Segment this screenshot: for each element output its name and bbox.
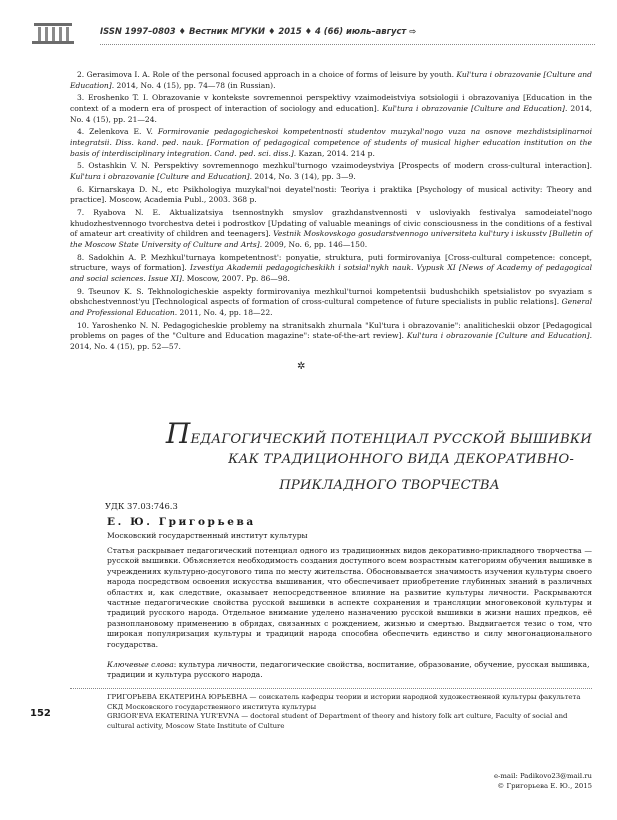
- reference-item: 5. Ostashkin V. N. Perspektivy sovremennogo mezhkul'turnogo vzaimodeystviya [Prospects of modern cross-cultural interaction]. Kul'tura i obrazovanie [Culture and Education]. 2014, No. 3 (14), pp. 3—9.: [70, 161, 592, 181]
- keywords-label: Ключевые слова: [107, 660, 174, 669]
- abstract: Статья раскрывает педагогический потенциал одного из традиционных видов декоративно-прикладного творчества — русской вышивки. Объясняется необходимость создания доступного всем возрастным категориям обучения вышивке в учреждениях культурно-досугового типа по месту жительства. Обосновывается значимость изучения культуры своего народа посредством освоения искусства вышивания, что обеспечивает приобретение глубинных знаний в различных областях и, как следствие, оказывает непосредственное влияние на развитие культуры личности. Раскрываются частные педагогические свойства русской вышивки в аспекте сохранения и трансляции многовековой культуры и традиций русского народа. Отдельное внимание уделено назначению русской вышивки в жизни наших предков, её разноплановому применению в обрядах, связанных с рождением, жизнью и смертью. Выдвигается тезис о том, что широкая популяризация культуры и традиций народа способна обеспечить единство и силу многонационального государства.: [107, 546, 592, 649]
- journal-header: ISSN 1997–0803 ♦ Вестник МГУКИ ♦ 2015 ♦ 4 (66) июль–август ⇨: [100, 26, 417, 36]
- reference-item: 3. Eroshenko T. I. Obrazovanie v kontekste sovremennoi perspektivy vzaimodeistviya sotsiologii i obrazovaniya [Education in the context of a modern era of prospect of interaction of sociology and education]. Kul'tura i obrazovanie [Culture and Education]. 2014, No. 4 (15), pp. 21—24.: [70, 93, 593, 124]
- reference-item: 9. Tseunov K. S. Tekhnologicheskie aspekty formirovaniya mezhkul'turnoi kompetentsii budushchikh spetsialistov po svyaziam s obshchestvennost'yu [Technological aspects of formation of cross-cultural competence of future specialists in public relations]. General and Professional Education. 2011, No. 4, pp. 18—22.: [70, 286, 592, 317]
- article-title: [70, 417, 592, 499]
- title-initial: П: [165, 417, 191, 450]
- journal-logo: [30, 20, 76, 46]
- title-line-2: КАК ТРАДИЦИОННОГО ВИДА ДЕКОРАТИВНО-: [228, 452, 574, 467]
- footer-divider: [70, 688, 592, 689]
- reference-item: 8. Sadokhin A. P. Mezhkul'turnaya kompetentnost': ponyatie, struktura, puti formirovaniya [Cross-cultural competence: concept, structure, ways of formation]. Izvestiya Akademii pedagogicheskikh i sotsial'nykh nauk. Vypusk XI [News of Academy of pedagogical and social sciences. Issue XI]. Moscow, 2007. Pp. 86—98.: [70, 252, 592, 283]
- author-contacts: [380, 772, 592, 791]
- author-info: [107, 693, 592, 731]
- reference-item: 10. Yaroshenko N. N. Pedagogicheskie problemy na stranitsakh zhurnala "Kul'tura i obrazovanie": analiticheskii obzor [Pedagogical problems on pages of the "Culture and Education magazine": state-of-the-art review]. Kul'tura i obrazovanie [Culture and Education]. 2014, No. 4 (15), pp. 52—57.: [70, 320, 592, 351]
- reference-item: 2. Gerasimova I. A. Role of the personal focused approach in a choice of forms of leisure by youth. Kul'tura i obrazovanie [Culture and Education]. 2014, No. 4 (15), pp. 74—78 (in Russian).: [70, 70, 592, 90]
- author-email: e-mail: Padikovo23@mail.ru: [493, 772, 592, 780]
- page-number: 152: [30, 708, 51, 719]
- reference-item: 7. Ryabova N. E. Aktualizatsiya tsennostnykh smyslov grazhdanstvennosti v usloviyakh festivalya samodeiatel'nogo khudozhestvennogo tvorchestva detei i podrostkov [Updating of valuable meanings of civic consciousness in the conditions of a festival of amateur art creativity of children and teenagers]. Vestnik Moskovskogo gosudarstvennogo universiteta kul'tury i iskusstv [Bulletin of the Moscow State University of Culture and Arts]. 2009, No. 6, pp. 146—150.: [70, 208, 592, 249]
- reference-list: [70, 70, 592, 355]
- reference-item: 6. Kirnarskaya D. N., etc Psikhologiya muzykal'noi deyatel'nosti: Teoriya i praktika [Psychology of musical activity: Theory and practice]. Moscow, Academia Publ., 2003. 368 p.: [70, 184, 592, 205]
- section-separator: ✲: [297, 361, 306, 372]
- title-line-1: ПЕДАГОГИЧЕСКИЙ ПОТЕНЦИАЛ РУССКОЙ ВЫШИВКИ: [165, 417, 592, 450]
- header-divider: [100, 44, 595, 45]
- author-affiliation: Московский государственный институт культуры: [107, 531, 308, 540]
- author-info-en: GRIGOR'EVA EKATERINA YUR'EVNA — doctoral student of Department of theory and history folk art culture, Faculty of social and cultural activity, Moscow State Institute of Culture: [107, 712, 568, 730]
- author-info-ru: ГРИГОРЬЕВА ЕКАТЕРИНА ЮРЬЕВНА — соискатель кафедры теории и истории народной художественной культуры факультета СКД Московского государственного института культуры: [107, 693, 581, 711]
- keywords: Ключевые слова: культура личности, педагогические свойства, воспитание, образование, обучение, русская вышивка, традиции и культура русского народа.: [107, 660, 590, 680]
- reference-item: 4. Zelenkova E. V. Formirovanie pedagogicheskoi kompetentnosti studentov muzykal'nogo vuza na osnove mezhdistsiplinarnoi integratsii. Diss. kand. ped. nauk. [Formation of pedagogical competence of students of musical higher education institution on the basis of interdisciplinary integration. Cand. ped. sci. diss.]. Kazan, 2014. 214 p.: [70, 127, 592, 158]
- udk-code: УДК 37.03:746.3: [105, 501, 178, 511]
- copyright: © Григорьева Е. Ю., 2015: [497, 781, 592, 790]
- author-name: Е. Ю. Григорьева: [107, 516, 256, 528]
- title-line-3: ПРИКЛАДНОГО ТВОРЧЕСТВА: [279, 478, 500, 493]
